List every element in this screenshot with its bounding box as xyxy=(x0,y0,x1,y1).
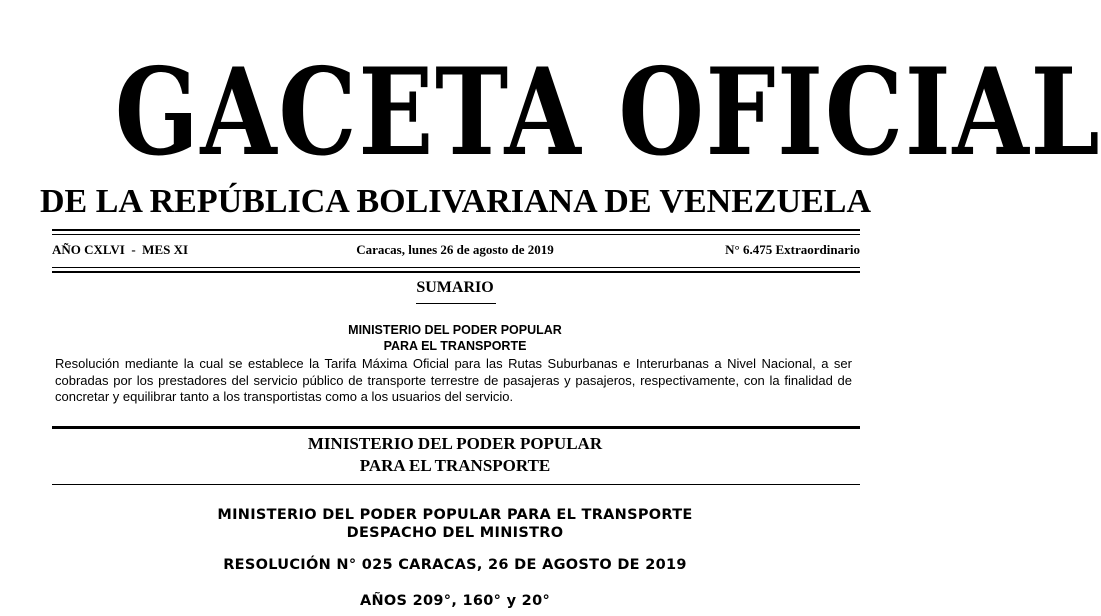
section-rule-thin xyxy=(52,484,860,485)
section-ministry-title xyxy=(0,433,910,477)
section-ministry-line1: MINISTERIO DEL PODER POPULAR xyxy=(307,434,603,453)
summary-heading-underline xyxy=(416,303,496,304)
resolution-years: AÑOS 209°, 160° y 20° xyxy=(359,593,551,609)
masthead-subtitle: DE LA REPÚBLICA BOLIVARIANA DE VENEZUELA xyxy=(40,183,872,220)
issue-date: Caracas, lunes 26 de agosto de 2019 xyxy=(356,242,554,257)
masthead-title: GACETA OFICIAL xyxy=(114,42,1101,183)
section-rule-thick xyxy=(52,426,860,429)
header-rule-bottom-thick xyxy=(52,271,860,273)
resolution-header xyxy=(0,506,910,542)
summary-ministry-line1: MINISTERIO DEL PODER POPULAR xyxy=(348,323,562,337)
section-ministry-line2: PARA EL TRANSPORTE xyxy=(359,456,551,475)
summary-ministry-line2: PARA EL TRANSPORTE xyxy=(383,339,527,353)
issue-number: N° 6.475 Extraordinario xyxy=(725,242,860,257)
resolution-header-line1: MINISTERIO DEL PODER POPULAR PARA EL TRANSPORTE xyxy=(217,507,693,523)
issue-year-month: AÑO CXLVI - MES XI xyxy=(52,242,189,257)
resolution-header-line2: DESPACHO DEL MINISTRO xyxy=(346,525,564,541)
summary-text: Resolución mediante la cual se establece la Tarifa Máxima Oficial para las Rutas Suburbanas e Interurbanas a Nivel Nacional, a ser cobradas por los prestadores del servicio público de transporte terrestre de pasajeras y pasajeros, respectivamente, con la finalidad de concretar y equilibrar tanto a los transportistas como a los usuarios del servicio. xyxy=(55,356,852,404)
resolution-number: RESOLUCIÓN N° 025 CARACAS, 26 DE AGOSTO DE 2019 xyxy=(223,557,687,573)
header-rule-bottom-thin xyxy=(52,267,860,268)
header-rule-top-thick xyxy=(52,229,860,231)
summary-heading: SUMARIO xyxy=(416,279,494,296)
summary-ministry xyxy=(0,322,910,354)
header-rule-top-thin xyxy=(52,234,860,235)
